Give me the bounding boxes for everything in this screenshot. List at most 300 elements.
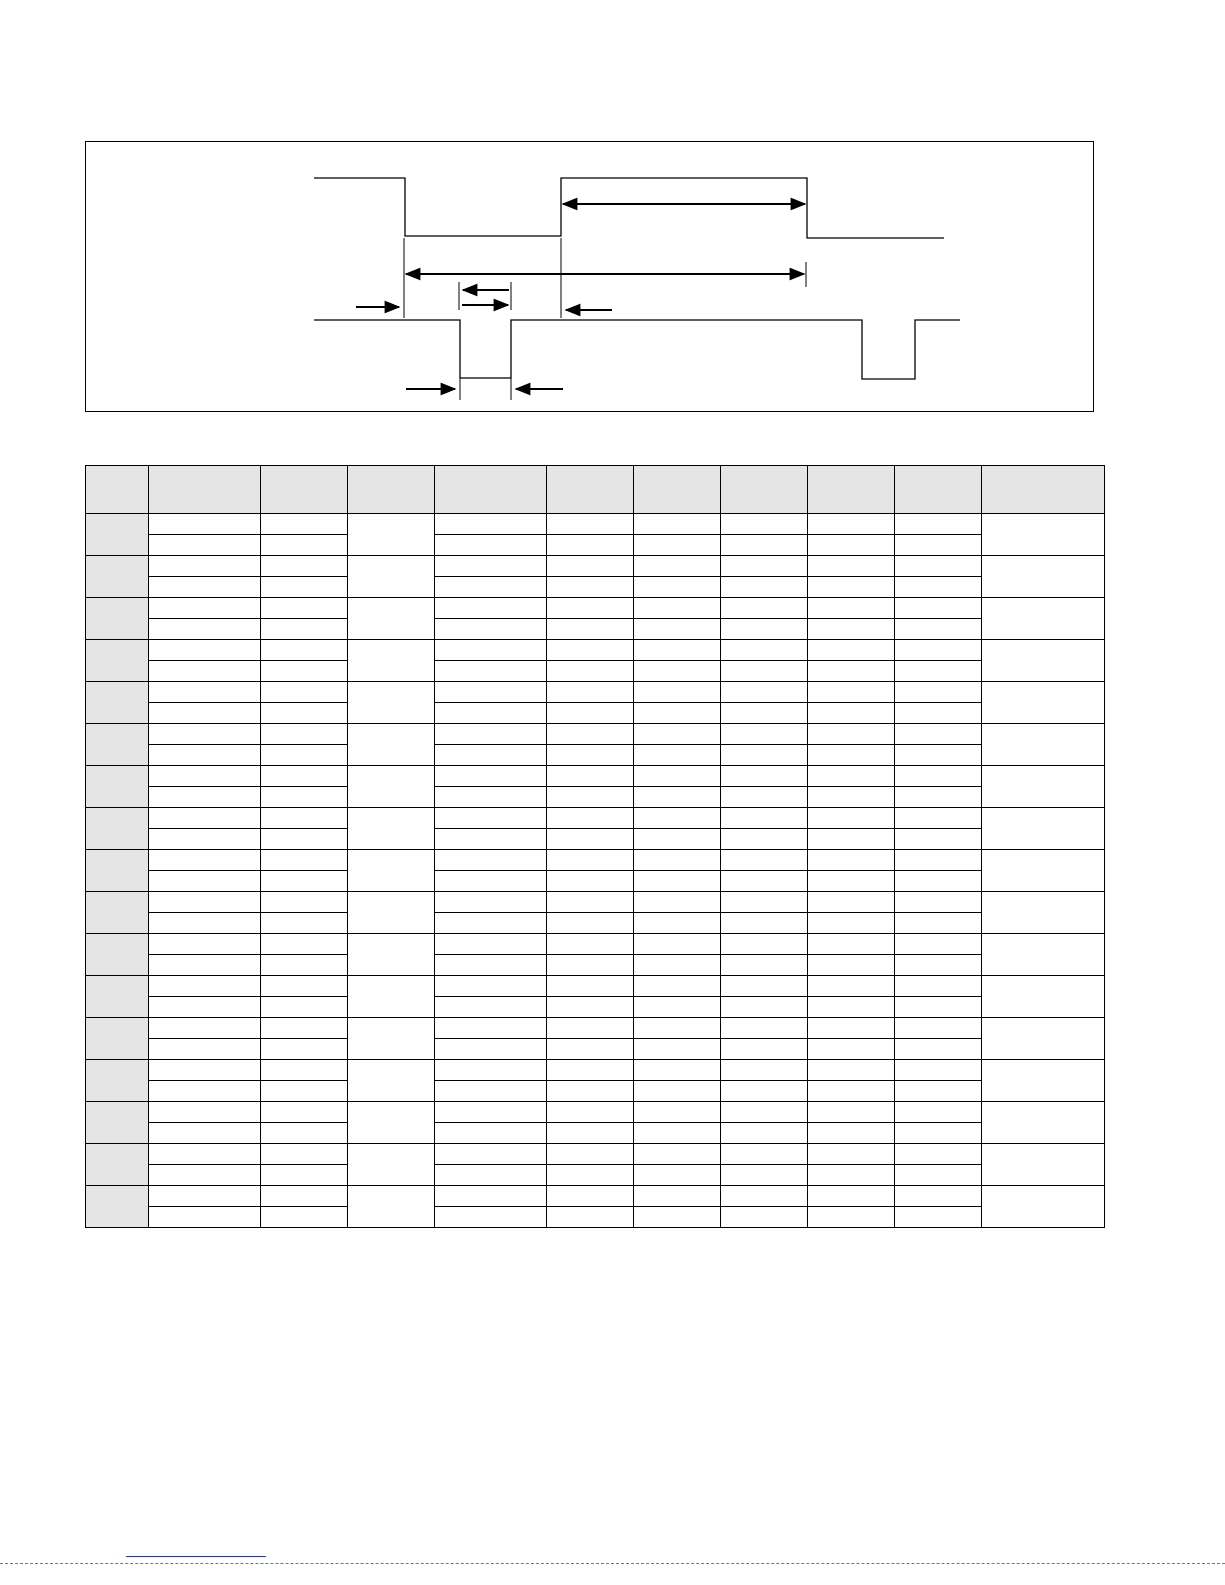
table-cell bbox=[261, 1123, 348, 1144]
table-cell bbox=[547, 577, 634, 598]
table-cell bbox=[808, 661, 895, 682]
table-cell bbox=[547, 1186, 634, 1207]
table-cell bbox=[261, 787, 348, 808]
table-cell bbox=[149, 598, 261, 619]
header-cell bbox=[634, 466, 721, 514]
table-cell bbox=[808, 640, 895, 661]
table-cell bbox=[435, 1123, 547, 1144]
merged-cell bbox=[348, 892, 435, 934]
table-cell bbox=[808, 1039, 895, 1060]
table-row bbox=[86, 892, 1105, 913]
table-cell bbox=[149, 661, 261, 682]
table-cell bbox=[634, 1060, 721, 1081]
table-cell bbox=[261, 1081, 348, 1102]
table-row bbox=[86, 640, 1105, 661]
table-row bbox=[86, 598, 1105, 619]
table-row bbox=[86, 1207, 1105, 1228]
table-cell bbox=[895, 1018, 982, 1039]
merged-cell bbox=[348, 1186, 435, 1228]
table-cell bbox=[547, 535, 634, 556]
table-cell bbox=[261, 976, 348, 997]
merged-cell bbox=[982, 976, 1105, 1018]
table-row bbox=[86, 682, 1105, 703]
table-cell bbox=[547, 976, 634, 997]
table-cell bbox=[149, 808, 261, 829]
table-cell bbox=[435, 535, 547, 556]
table-cell bbox=[895, 577, 982, 598]
table-cell bbox=[547, 724, 634, 745]
table-cell bbox=[721, 871, 808, 892]
merged-cell bbox=[982, 1018, 1105, 1060]
merged-cell bbox=[982, 682, 1105, 724]
table-cell bbox=[547, 871, 634, 892]
table-cell bbox=[895, 724, 982, 745]
table-cell bbox=[808, 535, 895, 556]
table-cell bbox=[721, 1207, 808, 1228]
table-cell bbox=[261, 997, 348, 1018]
table-cell bbox=[547, 829, 634, 850]
table-cell bbox=[261, 934, 348, 955]
table-row bbox=[86, 1186, 1105, 1207]
table-cell bbox=[149, 1207, 261, 1228]
table-cell bbox=[721, 745, 808, 766]
table-cell bbox=[721, 1144, 808, 1165]
header-cell bbox=[149, 466, 261, 514]
table-cell bbox=[634, 934, 721, 955]
table-cell bbox=[808, 1102, 895, 1123]
mode-cell bbox=[86, 556, 149, 598]
table-cell bbox=[808, 955, 895, 976]
merged-cell bbox=[982, 1186, 1105, 1228]
table-cell bbox=[261, 1144, 348, 1165]
table-row bbox=[86, 703, 1105, 724]
merged-cell bbox=[982, 934, 1105, 976]
merged-cell bbox=[348, 1060, 435, 1102]
table-cell bbox=[808, 1123, 895, 1144]
table-cell bbox=[547, 808, 634, 829]
table-cell bbox=[547, 892, 634, 913]
table-cell bbox=[808, 1060, 895, 1081]
table-cell bbox=[261, 808, 348, 829]
table-cell bbox=[547, 640, 634, 661]
mode-cell bbox=[86, 1144, 149, 1186]
table-cell bbox=[261, 682, 348, 703]
table-cell bbox=[808, 598, 895, 619]
table-cell bbox=[634, 1186, 721, 1207]
table-cell bbox=[261, 766, 348, 787]
merged-cell bbox=[982, 892, 1105, 934]
table-cell bbox=[808, 766, 895, 787]
timing-table bbox=[85, 465, 1105, 1228]
table-row bbox=[86, 1123, 1105, 1144]
table-cell bbox=[808, 808, 895, 829]
table-cell bbox=[895, 955, 982, 976]
table-cell bbox=[149, 556, 261, 577]
table-row bbox=[86, 1165, 1105, 1186]
table-cell bbox=[435, 787, 547, 808]
table-row bbox=[86, 787, 1105, 808]
table-cell bbox=[149, 724, 261, 745]
table-cell bbox=[808, 1081, 895, 1102]
table-cell bbox=[634, 640, 721, 661]
table-cell bbox=[634, 808, 721, 829]
merged-cell bbox=[982, 766, 1105, 808]
table-cell bbox=[547, 598, 634, 619]
table-cell bbox=[895, 766, 982, 787]
table-cell bbox=[808, 682, 895, 703]
table-cell bbox=[547, 1165, 634, 1186]
table-cell bbox=[808, 1165, 895, 1186]
mode-cell bbox=[86, 1060, 149, 1102]
table-cell bbox=[808, 934, 895, 955]
merged-cell bbox=[348, 850, 435, 892]
table-cell bbox=[435, 1144, 547, 1165]
table-cell bbox=[721, 1060, 808, 1081]
table-row bbox=[86, 661, 1105, 682]
footer-link-underline[interactable] bbox=[126, 1556, 266, 1557]
mode-cell bbox=[86, 1186, 149, 1228]
table-row bbox=[86, 808, 1105, 829]
table-cell bbox=[895, 997, 982, 1018]
header-cell bbox=[808, 466, 895, 514]
table-cell bbox=[721, 1102, 808, 1123]
table-row bbox=[86, 619, 1105, 640]
table-cell bbox=[895, 661, 982, 682]
table-cell bbox=[808, 577, 895, 598]
table-cell bbox=[634, 682, 721, 703]
table-cell bbox=[808, 1018, 895, 1039]
table-cell bbox=[149, 976, 261, 997]
merged-cell bbox=[982, 1102, 1105, 1144]
table-cell bbox=[149, 871, 261, 892]
header-cell bbox=[348, 466, 435, 514]
table-row bbox=[86, 535, 1105, 556]
table-cell bbox=[895, 913, 982, 934]
table-cell bbox=[435, 1081, 547, 1102]
table-cell bbox=[895, 1186, 982, 1207]
table-cell bbox=[895, 808, 982, 829]
table-cell bbox=[808, 892, 895, 913]
table-cell bbox=[547, 934, 634, 955]
merged-cell bbox=[348, 1018, 435, 1060]
table-cell bbox=[634, 871, 721, 892]
table-cell bbox=[435, 850, 547, 871]
table-cell bbox=[149, 577, 261, 598]
table-row bbox=[86, 514, 1105, 535]
table-row bbox=[86, 724, 1105, 745]
header-cell bbox=[435, 466, 547, 514]
table-cell bbox=[435, 1018, 547, 1039]
table-cell bbox=[634, 829, 721, 850]
table-cell bbox=[634, 1207, 721, 1228]
table-cell bbox=[721, 850, 808, 871]
table-cell bbox=[808, 724, 895, 745]
table-cell bbox=[634, 955, 721, 976]
table-cell bbox=[808, 556, 895, 577]
table-row bbox=[86, 976, 1105, 997]
table-cell bbox=[547, 556, 634, 577]
merged-cell bbox=[982, 724, 1105, 766]
table-cell bbox=[808, 745, 895, 766]
table-cell bbox=[808, 514, 895, 535]
header-cell bbox=[895, 466, 982, 514]
table-cell bbox=[721, 1018, 808, 1039]
table-cell bbox=[634, 976, 721, 997]
table-cell bbox=[149, 640, 261, 661]
table-row bbox=[86, 913, 1105, 934]
table-cell bbox=[149, 745, 261, 766]
table-cell bbox=[634, 850, 721, 871]
merged-cell bbox=[348, 598, 435, 640]
table-cell bbox=[634, 661, 721, 682]
table-cell bbox=[149, 535, 261, 556]
table-cell bbox=[547, 1144, 634, 1165]
table-cell bbox=[547, 514, 634, 535]
table-cell bbox=[547, 1060, 634, 1081]
table-cell bbox=[808, 913, 895, 934]
table-cell bbox=[721, 619, 808, 640]
table-cell bbox=[261, 892, 348, 913]
table-cell bbox=[435, 724, 547, 745]
table-row bbox=[86, 556, 1105, 577]
table-cell bbox=[261, 745, 348, 766]
table-cell bbox=[547, 766, 634, 787]
merged-cell bbox=[982, 556, 1105, 598]
table-row bbox=[86, 1039, 1105, 1060]
table-cell bbox=[149, 955, 261, 976]
table-cell bbox=[149, 892, 261, 913]
table-cell bbox=[261, 598, 348, 619]
table-cell bbox=[149, 787, 261, 808]
table-cell bbox=[634, 724, 721, 745]
table-cell bbox=[149, 1123, 261, 1144]
timing-diagram bbox=[85, 141, 1094, 412]
timing-table-container bbox=[85, 465, 1094, 1228]
table-cell bbox=[634, 619, 721, 640]
table-cell bbox=[895, 703, 982, 724]
table-cell bbox=[895, 640, 982, 661]
table-cell bbox=[895, 934, 982, 955]
table-cell bbox=[261, 514, 348, 535]
table-cell bbox=[435, 745, 547, 766]
table-cell bbox=[261, 1207, 348, 1228]
merged-cell bbox=[348, 514, 435, 556]
table-row bbox=[86, 955, 1105, 976]
merged-cell bbox=[348, 766, 435, 808]
table-cell bbox=[895, 829, 982, 850]
table-cell bbox=[435, 1060, 547, 1081]
table-cell bbox=[721, 703, 808, 724]
table-cell bbox=[721, 787, 808, 808]
table-cell bbox=[435, 1039, 547, 1060]
table-cell bbox=[149, 1102, 261, 1123]
footer-divider bbox=[0, 1563, 1225, 1564]
table-cell bbox=[261, 661, 348, 682]
table-cell bbox=[149, 997, 261, 1018]
table-cell bbox=[547, 1102, 634, 1123]
table-cell bbox=[149, 1039, 261, 1060]
table-cell bbox=[721, 1186, 808, 1207]
lower-signal-waveform bbox=[314, 320, 960, 379]
table-cell bbox=[435, 682, 547, 703]
table-cell bbox=[634, 787, 721, 808]
table-cell bbox=[721, 934, 808, 955]
header-cell bbox=[721, 466, 808, 514]
table-cell bbox=[547, 913, 634, 934]
table-cell bbox=[634, 892, 721, 913]
table-cell bbox=[895, 976, 982, 997]
table-cell bbox=[547, 703, 634, 724]
mode-cell bbox=[86, 934, 149, 976]
table-cell bbox=[895, 1207, 982, 1228]
table-cell bbox=[149, 934, 261, 955]
table-cell bbox=[149, 703, 261, 724]
table-cell bbox=[895, 1144, 982, 1165]
table-cell bbox=[435, 556, 547, 577]
timing-waveform bbox=[86, 142, 1095, 413]
mode-cell bbox=[86, 598, 149, 640]
merged-cell bbox=[982, 640, 1105, 682]
table-cell bbox=[435, 976, 547, 997]
table-cell bbox=[149, 1144, 261, 1165]
table-cell bbox=[721, 577, 808, 598]
table-cell bbox=[149, 1186, 261, 1207]
table-cell bbox=[634, 997, 721, 1018]
table-cell bbox=[261, 1186, 348, 1207]
mode-cell bbox=[86, 640, 149, 682]
merged-cell bbox=[982, 1144, 1105, 1186]
table-cell bbox=[435, 598, 547, 619]
table-cell bbox=[808, 1186, 895, 1207]
table-cell bbox=[547, 1207, 634, 1228]
table-cell bbox=[435, 829, 547, 850]
table-row bbox=[86, 577, 1105, 598]
table-cell bbox=[721, 808, 808, 829]
merged-cell bbox=[982, 1060, 1105, 1102]
table-cell bbox=[895, 892, 982, 913]
table-cell bbox=[895, 1165, 982, 1186]
table-cell bbox=[895, 850, 982, 871]
merged-cell bbox=[348, 556, 435, 598]
mode-cell bbox=[86, 766, 149, 808]
table-cell bbox=[547, 1081, 634, 1102]
merged-cell bbox=[348, 682, 435, 724]
table-cell bbox=[435, 913, 547, 934]
table-cell bbox=[721, 976, 808, 997]
table-cell bbox=[808, 1144, 895, 1165]
table-header-row bbox=[86, 466, 1105, 514]
table-cell bbox=[721, 724, 808, 745]
table-cell bbox=[634, 1123, 721, 1144]
table-cell bbox=[895, 1123, 982, 1144]
table-cell bbox=[547, 1123, 634, 1144]
table-cell bbox=[634, 1102, 721, 1123]
table-cell bbox=[808, 997, 895, 1018]
mode-cell bbox=[86, 682, 149, 724]
table-row bbox=[86, 829, 1105, 850]
table-cell bbox=[721, 913, 808, 934]
upper-signal-waveform bbox=[314, 178, 944, 238]
table-cell bbox=[547, 745, 634, 766]
table-cell bbox=[895, 871, 982, 892]
table-row bbox=[86, 1144, 1105, 1165]
table-row bbox=[86, 934, 1105, 955]
table-cell bbox=[634, 766, 721, 787]
table-cell bbox=[634, 514, 721, 535]
table-cell bbox=[634, 577, 721, 598]
table-cell bbox=[721, 1081, 808, 1102]
table-cell bbox=[261, 703, 348, 724]
table-cell bbox=[634, 535, 721, 556]
table-cell bbox=[261, 913, 348, 934]
table-cell bbox=[149, 850, 261, 871]
table-cell bbox=[261, 535, 348, 556]
table-cell bbox=[261, 1102, 348, 1123]
table-row bbox=[86, 1081, 1105, 1102]
table-cell bbox=[149, 514, 261, 535]
table-cell bbox=[808, 850, 895, 871]
table-cell bbox=[634, 556, 721, 577]
table-cell bbox=[149, 619, 261, 640]
table-row bbox=[86, 766, 1105, 787]
table-cell bbox=[721, 514, 808, 535]
table-cell bbox=[895, 598, 982, 619]
table-cell bbox=[547, 1039, 634, 1060]
mode-cell bbox=[86, 892, 149, 934]
table-cell bbox=[808, 1207, 895, 1228]
table-row bbox=[86, 871, 1105, 892]
table-cell bbox=[261, 1039, 348, 1060]
table-cell bbox=[435, 892, 547, 913]
table-cell bbox=[261, 850, 348, 871]
table-cell bbox=[895, 1081, 982, 1102]
table-cell bbox=[808, 976, 895, 997]
table-cell bbox=[721, 1039, 808, 1060]
table-cell bbox=[435, 577, 547, 598]
mode-cell bbox=[86, 1102, 149, 1144]
table-cell bbox=[435, 619, 547, 640]
table-cell bbox=[895, 682, 982, 703]
mode-cell bbox=[86, 850, 149, 892]
table-cell bbox=[547, 661, 634, 682]
table-cell bbox=[634, 1081, 721, 1102]
table-cell bbox=[261, 1018, 348, 1039]
table-cell bbox=[435, 766, 547, 787]
table-cell bbox=[895, 1102, 982, 1123]
table-cell bbox=[808, 619, 895, 640]
table-cell bbox=[808, 703, 895, 724]
table-cell bbox=[634, 1039, 721, 1060]
table-cell bbox=[149, 913, 261, 934]
table-cell bbox=[895, 556, 982, 577]
table-cell bbox=[721, 1123, 808, 1144]
table-row bbox=[86, 850, 1105, 871]
table-cell bbox=[721, 829, 808, 850]
table-cell bbox=[634, 1018, 721, 1039]
table-cell bbox=[895, 745, 982, 766]
table-cell bbox=[634, 1144, 721, 1165]
table-cell bbox=[261, 577, 348, 598]
mode-cell bbox=[86, 976, 149, 1018]
mode-cell bbox=[86, 1018, 149, 1060]
table-cell bbox=[261, 871, 348, 892]
table-cell bbox=[547, 955, 634, 976]
merged-cell bbox=[982, 808, 1105, 850]
table-cell bbox=[721, 1165, 808, 1186]
table-cell bbox=[634, 1165, 721, 1186]
table-cell bbox=[435, 703, 547, 724]
table-cell bbox=[721, 640, 808, 661]
